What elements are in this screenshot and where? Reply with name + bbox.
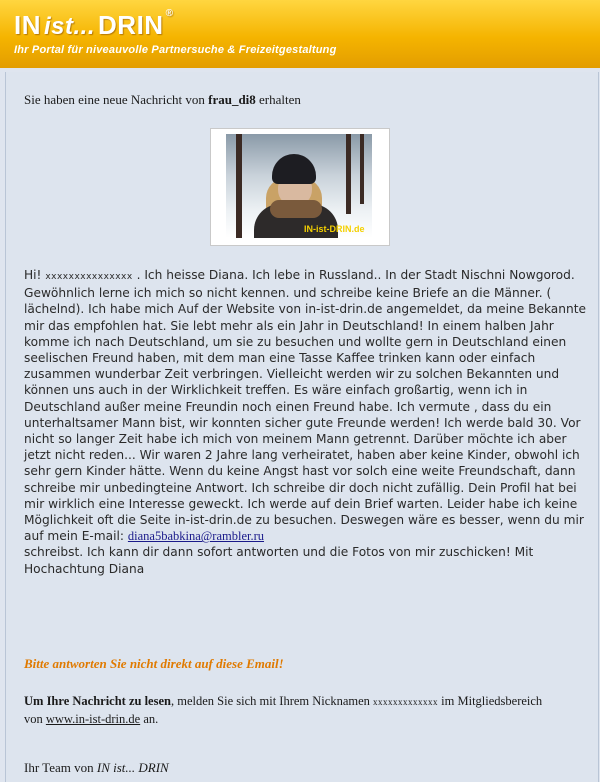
photo-tree bbox=[346, 134, 351, 214]
message-closing: schreibst. Ich kann dir dann sofort antworten und die Fotos von mir zuschicken! Mit Hochachtung Diana bbox=[24, 545, 534, 576]
email-link[interactable]: diana5babkina@rambler.ru bbox=[127, 529, 265, 544]
logo-ist: ist... bbox=[44, 13, 96, 40]
message-greeting: Hi! bbox=[24, 268, 42, 282]
profile-photo[interactable] bbox=[226, 134, 372, 238]
instructions-text: , melden Sie sich mit Ihrem Nicknamen bbox=[170, 694, 370, 708]
instructions-text-4: an. bbox=[143, 712, 159, 726]
tagline: Ihr Portal für niveauvolle Partnersuche & Freizeitgestaltung bbox=[14, 44, 337, 56]
signature-prefix: Ihr Team von bbox=[24, 760, 94, 775]
no-reply-warning: Bitte antworten Sie nicht direkt auf diese Email! bbox=[24, 656, 284, 671]
photo-tree bbox=[360, 134, 364, 204]
registered-mark: ® bbox=[165, 8, 174, 19]
photo-fur-collar bbox=[270, 200, 322, 218]
photo-watermark: IN-ist-DRIN.de bbox=[304, 224, 365, 234]
site-logo[interactable] bbox=[14, 10, 173, 41]
photo-tree bbox=[236, 134, 242, 238]
message-text bbox=[24, 267, 586, 577]
login-instructions bbox=[24, 693, 564, 728]
photo-hat bbox=[272, 154, 316, 184]
instructions-text-2: im Mitgliedsbereich bbox=[441, 694, 543, 708]
sender-name: frau_di8 bbox=[208, 92, 256, 107]
header-banner bbox=[0, 0, 600, 68]
instructions-text-3: von bbox=[24, 712, 43, 726]
logo-in: IN bbox=[14, 10, 41, 40]
website-link[interactable]: www.in-ist-drin.de bbox=[45, 712, 141, 726]
signature bbox=[24, 760, 169, 776]
intro-suffix: erhalten bbox=[259, 92, 301, 107]
signature-brand: IN ist... DRIN bbox=[96, 760, 169, 775]
message-redacted-name: xxxxxxxxxxxxxxx bbox=[45, 272, 133, 282]
logo-drin: DRIN bbox=[98, 10, 164, 40]
notification-line bbox=[24, 92, 301, 108]
message-body: . Ich heisse Diana. Ich lebe in Russland.. In der Stadt Nischni Nowgorod. Gewöhnlich lerne ich mich so nicht kennen. und schreibe keine Briefe an die Männer. ( lächelnd). Ich habe mich Auf der Website von in-ist-drin.de angemeldet, da meine Bekannte mir das empfohlen hat. Sie lebt mehr als ein Jahr in Deutschland! In einem halben Jahr komme ich nach Deutschland, um sie zu besuchen und wollte gern in Deutschland einen seelischen Freund haben, mit dem man eine Tasse Kaffee trinken kann oder einfach zusammen wunderbar Zeit verbringen. Vielleicht werden wir zu solchen Bekannten und können uns auch in der Wirklichkeit treffen. Es wäre einfach großartig, wenn ich in Deutschland außer meine Freundin noch einen Freund habe. Ich vermute , dass du ein unterhaltsamer Mann bist, wir konnten sicher gute Freunde werden! Ich werde bald 30. Vor nicht so langer Zeit habe ich mich von meinem Mann getrennt. Darüber möchte ich aber jetzt nicht reden... Wir waren 2 Jahre lang verheiratet, haben aber keine Kinder, obwohl ich sehr gern Kinder hätte. Wenn du keine Angst hast vor solch eine weite Freundschaft, dann schreibe mir unbedingteine Antwort. Ich schreibe dir doch nicht zufällig. Dein Profil hat bei mir wirklich eine Interesse geweckt. Ich werde auf dein Brief warten. Leider habe ich keine Möglichkeit oft die Seite in-ist-drin.de zu besuchen. Deswegen wäre es besser, wenn du mir auf mein E-mail: bbox=[24, 268, 586, 544]
instructions-bold: Um Ihre Nachricht zu lesen bbox=[24, 694, 171, 708]
instructions-redacted-nick: xxxxxxxxxxxxx bbox=[373, 697, 439, 707]
intro-prefix: Sie haben eine neue Nachricht von bbox=[24, 92, 205, 107]
